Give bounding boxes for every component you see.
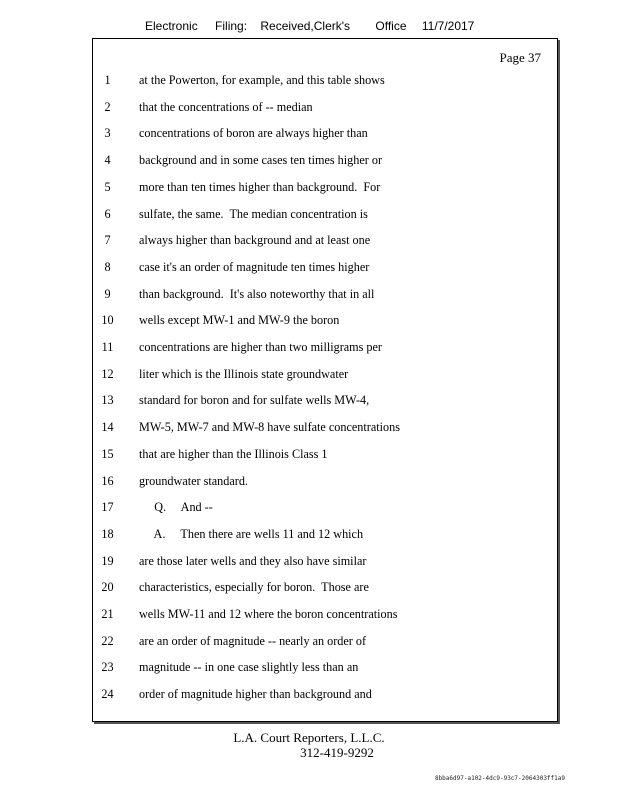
line-text: concentrations are higher than two milligrams per [139, 340, 382, 354]
filing-word-office: Office [375, 19, 407, 33]
transcript-line [93, 233, 557, 260]
line-text: concentrations of boron are always higher than [139, 126, 368, 141]
transcript-line [93, 126, 557, 153]
line-text: MW-5, MW-7 and MW-8 have sulfate concentrations [139, 420, 400, 435]
transcript-line [93, 447, 557, 474]
transcript-line [93, 367, 557, 394]
filing-word-filing: Filing: [215, 19, 248, 33]
line-text: liter which is the Illinois state groundwater [139, 366, 349, 381]
line-number: 9 [104, 286, 111, 301]
line-number: 4 [104, 153, 111, 168]
line-text: wells MW-11 and 12 where the boron concentrations [139, 607, 398, 621]
filing-stamp [145, 19, 474, 33]
reporter-company: L.A. Court Reporters, L.L.C. [233, 730, 385, 745]
line-text: more than ten times higher than background. For [139, 179, 381, 194]
line-text: are those later wells and they also have similar [139, 553, 367, 568]
line-text: wells except MW-1 and MW-9 the boron [139, 313, 340, 328]
line-number: 21 [101, 607, 114, 621]
line-number: 12 [101, 366, 114, 381]
line-text: case it's an order of magnitude ten times higher [139, 259, 370, 274]
transcript-line [93, 313, 557, 340]
line-number: 23 [101, 660, 114, 675]
line-number: 11 [101, 340, 114, 354]
filing-word-electronic: Electronic [145, 19, 198, 33]
transcript-line [93, 393, 557, 420]
line-number: 6 [104, 206, 111, 221]
line-number: 7 [104, 233, 111, 248]
transcript-line [93, 527, 557, 554]
line-number: 5 [104, 179, 111, 194]
document-id: 8bba6d97-a102-4dc9-93c7-2064303ff1a9 [434, 775, 565, 782]
transcript-line [93, 500, 557, 527]
line-text: magnitude -- in one case slightly less than an [139, 660, 359, 675]
transcript-page [92, 38, 558, 722]
line-text: at the Powerton, for example, and this table shows [139, 73, 385, 87]
reporter-phone: 312-419-9292 [300, 745, 374, 760]
line-number: 13 [101, 393, 114, 408]
transcript-line [93, 554, 557, 581]
transcript-line [93, 100, 557, 127]
line-text: groundwater standard. [139, 473, 248, 488]
transcript-line [93, 607, 557, 634]
line-number: 14 [101, 420, 114, 435]
line-number: 16 [101, 473, 114, 488]
line-text: standard for boron and for sulfate wells MW-4, [139, 393, 370, 408]
line-number: 10 [101, 313, 114, 328]
transcript-line [93, 634, 557, 661]
line-number: 3 [104, 126, 111, 141]
line-text: Q. And -- [139, 500, 213, 515]
transcript-line [93, 687, 557, 714]
line-number: 24 [101, 687, 114, 702]
line-text: always higher than background and at least one [139, 233, 371, 248]
line-text: sulfate, the same. The median concentration is [139, 206, 368, 221]
footer [0, 730, 618, 760]
transcript-line [93, 260, 557, 287]
line-number: 15 [101, 446, 114, 461]
transcript-line [93, 340, 557, 367]
line-number: 18 [101, 526, 114, 541]
transcript-line [93, 580, 557, 607]
line-number: 17 [101, 500, 114, 515]
line-text: characteristics, especially for boron. Those are [139, 580, 369, 595]
line-text: than background. It's also noteworthy that in all [139, 286, 375, 301]
line-text: that are higher than the Illinois Class 1 [139, 446, 328, 461]
line-number: 19 [101, 553, 114, 568]
line-number: 20 [101, 580, 114, 595]
transcript-line [93, 207, 557, 234]
line-text: A. Then there are wells 11 and 12 which [139, 526, 364, 541]
line-text: order of magnitude higher than background and [139, 687, 372, 702]
line-number: 1 [104, 73, 111, 87]
line-number: 8 [104, 259, 111, 274]
transcript-line [93, 474, 557, 501]
transcript-line [93, 287, 557, 314]
transcript-line [93, 420, 557, 447]
line-number: 22 [101, 633, 114, 648]
filing-date: 11/7/2017 [421, 19, 475, 33]
line-text: are an order of magnitude -- nearly an order of [139, 633, 367, 648]
page-number: Page 37 [499, 50, 541, 65]
line-text: that the concentrations of -- median [139, 99, 313, 114]
line-text: background and in some cases ten times higher or [139, 153, 383, 168]
transcript-line [93, 153, 557, 180]
transcript-line [93, 180, 557, 207]
line-number: 2 [104, 99, 111, 114]
filing-word-received: Received,Clerk's [260, 19, 351, 33]
transcript-line [93, 73, 557, 100]
transcript-line [93, 660, 557, 687]
